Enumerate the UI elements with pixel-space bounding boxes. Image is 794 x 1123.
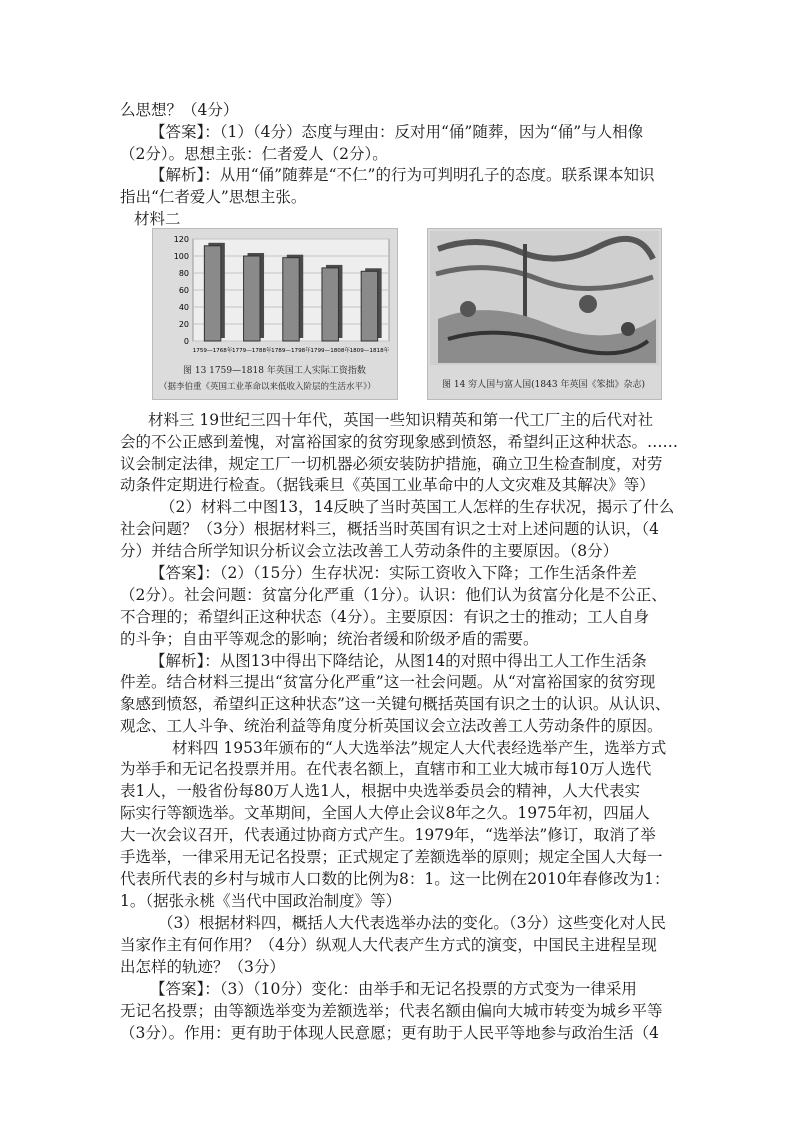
x-tick-label: 1789—1798年 <box>271 348 311 354</box>
text-line: 1。（据张永桃《当代中国政治制度》等） <box>120 892 402 910</box>
text-line: （3分）。作用：更有助于体现人民意愿；更有助于人民平等地参与政治生活（4 <box>120 1024 659 1042</box>
bar <box>244 256 260 341</box>
y-tick-label: 20 <box>178 320 189 329</box>
text-line: 【答案】：（3）（10分）变化：由举手和无记名投票的方式变为一律采用 <box>150 980 637 998</box>
y-tick-label: 40 <box>178 303 189 312</box>
text-line: 的斗争；自由平等观念的影响；统治者缓和阶级矛盾的需要。 <box>120 630 539 648</box>
x-tick-label: 1779—1788年 <box>231 348 272 354</box>
figure-13-wage-index-chart <box>152 228 398 400</box>
text-line: 当家作主有何作用？（4分）纵观人大代表产生方式的演变，中国民主进程呈现 <box>120 936 657 954</box>
text-line: 不合理的；希望纠正这种状态（4分）。主要原因：有识之士的推动；工人自身 <box>120 608 650 626</box>
text-line: 材料四 1953年颁布的“人大选举法”规定人大代表经选举产生，选举方式 <box>172 739 667 757</box>
y-tick-label: 80 <box>178 269 189 278</box>
text-line: 际实行等额选举。文革期间，全国人大停止会议8年之久。1975年初，四届人 <box>120 804 650 822</box>
text-line: 材料二 <box>134 210 181 228</box>
text-line: 为举手和无记名投票并用。在代表名额上，直辖市和工业大城市每10万人选代 <box>120 760 652 778</box>
bar <box>361 271 377 341</box>
text-line: 材料三 19世纪三四十年代，英国一些知识精英和第一代工厂主的后代对社 <box>148 411 654 429</box>
text-line: 出怎样的轨迹？（3分） <box>120 958 285 976</box>
figure-14-caption: 图 14 穷人国与富人国(1843 年英国《笨拙》杂志) <box>442 380 645 390</box>
figure-13-caption: 图 13 1759—1818 年英国工人实际工资指数 <box>183 366 366 376</box>
wage-index-bar-chart <box>153 229 397 359</box>
text-line: （2）材料二中图13，14反映了当时英国工人怎样的生存状况，揭示了什么 <box>160 498 675 516</box>
y-tick-label: 60 <box>178 286 189 295</box>
text-line: 【解析】：从用“俑”随葬是“不仁”的行为可判明孔子的态度。联系课本知识 <box>150 166 655 184</box>
text-line: 代表所代表的乡村与城市人口数的比例为8：1。这一比例在2010年春修改为1： <box>120 870 670 888</box>
x-tick-label: 1799—1808年 <box>310 348 351 354</box>
figure-14-cartoon <box>427 228 662 400</box>
y-tick-label: 0 <box>183 337 189 346</box>
text-line: 么思想？（4分） <box>120 101 239 119</box>
text-line: 大一次会议召开，代表通过协商方式产生。1979年，“选举法”修订，取消了举 <box>120 826 656 844</box>
text-line: 指出“仁者爱人”思想主张。 <box>120 188 307 206</box>
y-tick-label: 100 <box>173 252 189 261</box>
text-line: 无记名投票；由等额选举变为差额选举；代表名额由偏向大城市转变为城乡平等 <box>120 1002 663 1020</box>
x-tick-label: 1809—1818年 <box>349 348 390 354</box>
text-line: 动条件定期进行检查。（据钱乘旦《英国工业革命中的人文灾难及其解决》等） <box>120 476 655 494</box>
text-line: 观念、工人斗争、统治利益等角度分析英国议会立法改善工人劳动条件的原因。 <box>120 717 663 735</box>
rich-poor-nation-illustration <box>428 229 661 369</box>
x-tick-label: 1759—1768年 <box>192 348 233 354</box>
text-line: 社会问题？（3分）根据材料三，概括当时英国有识之士对上述问题的认识，（4 <box>120 520 659 538</box>
text-line: 【答案】：（2）（15分）生存状况：实际工资收入下降；工作生活条件差 <box>150 564 637 582</box>
bar <box>322 268 338 341</box>
text-line: 分）并结合所学知识分析议会立法改善工人劳动条件的主要原因。（8分） <box>120 542 619 560</box>
text-line: （2分）。思想主张：仁者爱人（2分）。 <box>120 145 388 163</box>
text-line: 会的不公正感到羞愧，对富裕国家的贫穷现象感到愤怒，希望纠正这种状态。…… <box>120 433 679 451</box>
text-line: 件差。结合材料三提出“贫富分化严重”这一社会问题。从“对富裕国家的贫穷现 <box>120 673 656 691</box>
text-line: 象感到愤怒，希望纠正这种状态”这一关键句概括英国有识之士的认识。从认识、 <box>120 695 671 713</box>
y-tick-label: 120 <box>173 235 189 244</box>
text-line: 【答案】：（1）（4分）态度与理由：反对用“俑”随葬，因为“俑”与人相像 <box>150 123 644 141</box>
bar <box>204 246 220 341</box>
figure-13-source: （据李伯重《英国工业革命以来低收入阶层的生活水平》） <box>159 382 376 392</box>
text-line: 手选举，一律采用无记名投票；正式规定了差额选举的原则；规定全国人大每一 <box>120 848 663 866</box>
text-line: 【解析】：从图13中得出下降结论，从图14的对照中得出工人工作生活条 <box>150 652 647 670</box>
text-line: 议会制定法律，规定工厂一切机器必须安装防护措施，确立卫生检查制度，对劳 <box>120 455 663 473</box>
text-line: 表1人，一般省份每80万人选1人，根据中央选举委员会的精神，人大代表实 <box>120 782 640 800</box>
text-line: （3）根据材料四，概括人大代表选举办法的变化。（3分）这些变化对人民 <box>158 914 666 932</box>
text-line: （2分）。社会问题：贫富分化严重（1分）。认识：他们认为贫富分化是不公正、 <box>120 586 667 604</box>
bar <box>283 258 299 341</box>
